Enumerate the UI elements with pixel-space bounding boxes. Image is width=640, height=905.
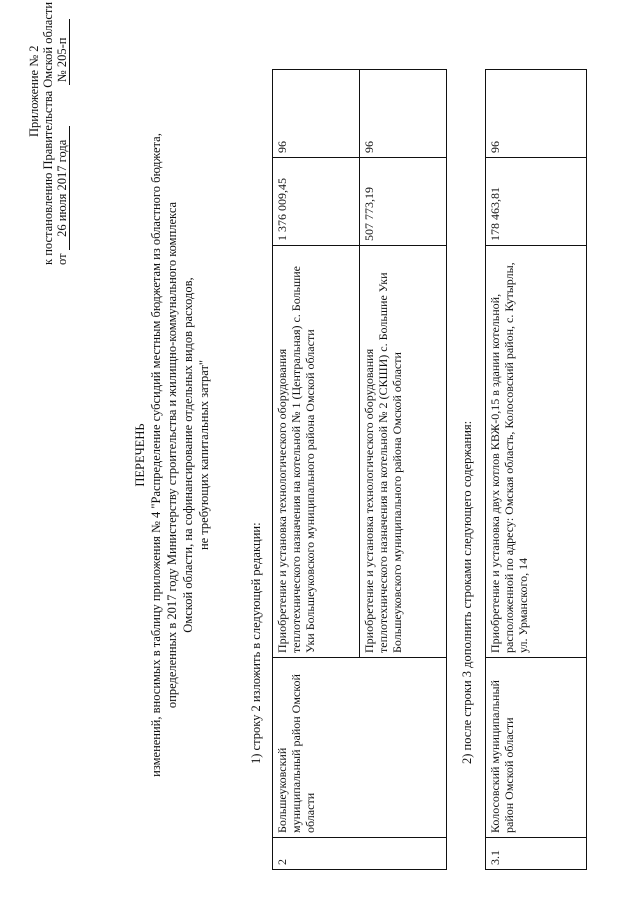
title-line-3: Омской области, на софинансирование отдельных видов расходов, [181,277,195,633]
resolution-date: 26 июля 2017 года [56,126,70,250]
title-line-1: изменений, вносимых в таблицу приложения № 4 "Распределение субсидий местным бюджетам из областного бюджета, [149,133,163,777]
appendix-resolution-line: к постановлению Правительства Омской области [41,1,55,265]
item-amount: 1 376 009,45 [273,158,360,246]
appendix-header [27,1,70,265]
municipality-cell: Колосовский муниципальный район Омской области [486,658,587,838]
row-number: 3.1 [486,838,587,870]
item-percent: 96 [273,70,360,158]
appendix-title: Приложение № 2 [27,45,41,137]
item-description: Приобретение и установка технологического оборудования теплотехнического назначения на котельной № 2 (СКШИ) с. Большие Уки Большеуковского муниципального района Омской области [360,246,447,658]
date-prefix: от [55,253,69,265]
document-title [132,105,212,805]
item-percent: 96 [486,70,587,158]
municipality-cell: Большеуковский муниципальный район Омской области [273,658,447,838]
title-line-4: не требующих капитальных затрат" [197,359,211,551]
item-amount: 507 773,19 [360,158,447,246]
title-heading: ПЕРЕЧЕНЬ [133,423,147,487]
item-description: Приобретение и установка двух котлов КВЖ-0,15 в здании котельной, расположенной по адресу: Омская область, Колосовский район, с. Кутырлы, ул. Урманского, 14 [486,246,587,658]
section2-instruction: 2) после строки 3 дополнить строками следующего содержания: [460,420,474,764]
section1-instruction: 1) строку 2 изложить в следующей редакции: [249,522,263,764]
section1-table [272,69,447,870]
table-row [486,70,587,870]
section2-table [485,69,587,870]
table-row [273,70,360,870]
item-percent: 96 [360,70,447,158]
row-number: 2 [273,838,447,870]
resolution-number: № 205-п [56,19,70,85]
item-description: Приобретение и установка технологического оборудования теплотехнического назначения на котельной № 1 (Центральная) с. Большие Уки Большеуковского муниципального района Омской области [273,246,360,658]
title-line-2: определенных в 2017 году Министерству строительства и жилищно-коммунального комплекса [165,201,179,709]
appendix-date-line [55,15,70,265]
item-amount: 178 463,81 [486,158,587,246]
